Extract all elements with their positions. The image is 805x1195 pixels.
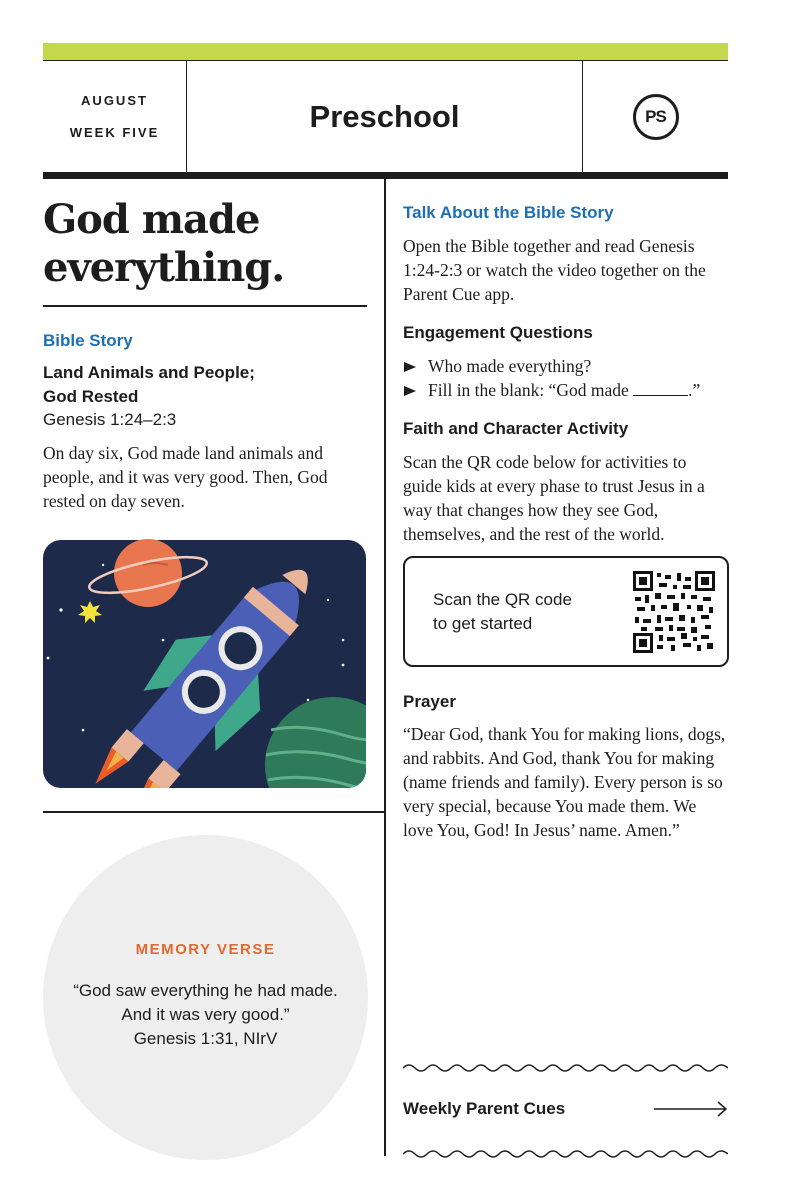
talk-about-text: Open the Bible together and read Genesis 1:24-2:3 or watch the video together on the Parent Cue app. [403, 236, 706, 304]
engagement-question-list [403, 354, 728, 402]
story-title-line1: Land Animals and People; [43, 363, 255, 382]
memory-verse-label: MEMORY VERSE [135, 941, 276, 958]
qr-callout[interactable] [403, 556, 729, 667]
accent-bar [43, 43, 728, 60]
arrow-right-icon[interactable] [654, 1099, 729, 1119]
memory-verse-reference: Genesis 1:31, NIrV [133, 1029, 278, 1048]
faith-activity-heading: Faith and Character Activity [403, 419, 629, 438]
week-label: WEEK FIVE [69, 125, 160, 140]
rocket-illustration [43, 525, 388, 815]
header [43, 60, 728, 172]
story-summary: On day six, God made land animals and people, and it was very good. Then, God rested on day seven. [43, 443, 328, 511]
talk-about-heading: Talk About the Bible Story [403, 203, 614, 222]
memory-verse [63, 979, 348, 1051]
headline-rule [43, 305, 367, 307]
engagement-heading: Engagement Questions [403, 323, 593, 342]
story-title-line2: God Rested [43, 387, 139, 406]
wavy-divider-bottom [403, 1148, 728, 1160]
bible-story-label: Bible Story [43, 331, 133, 350]
logo-block [583, 61, 728, 173]
story-title [43, 361, 363, 409]
memory-verse-text: “God saw everything he had made. And it was very good.” [73, 981, 338, 1024]
page-title: Preschool [309, 99, 460, 134]
story-reference: Genesis 1:24–2:3 [43, 410, 177, 429]
arrow-bullet-icon [404, 386, 416, 396]
prayer-heading: Prayer [403, 692, 456, 711]
list-item [403, 354, 728, 378]
question-text-end: .” [688, 380, 701, 400]
list-item [403, 378, 728, 402]
month-label: AUGUST [81, 93, 148, 108]
fill-in-blank [633, 382, 688, 396]
question-text: Fill in the blank: “God made [428, 380, 634, 400]
qr-code-icon[interactable] [633, 571, 715, 653]
parent-cue-logo [633, 94, 679, 140]
question-text: Who made everything? [428, 356, 592, 376]
date-block [43, 61, 186, 173]
arrow-bullet-icon [404, 362, 416, 372]
faith-activity-text: Scan the QR code below for activities to guide kids at every phase to trust Jesus in a way that changes how they see God, themselves, and the rest of the world. [403, 452, 705, 544]
header-rule [43, 172, 728, 179]
title-block [186, 61, 583, 173]
prayer-text: “Dear God, thank You for making lions, dogs, and rabbits. And God, thank You for making (name friends and family). Every person is so very special, because You made them. We love You, God! In Jesus’ name. Amen.” [403, 724, 726, 840]
qr-instruction-line1: Scan the QR code [433, 590, 572, 609]
weekly-parent-cues-link[interactable]: Weekly Parent Cues [403, 1099, 566, 1118]
headline: God made everything. [43, 196, 285, 291]
illustration-rule [43, 811, 384, 813]
logo-text: PS [645, 107, 666, 126]
wavy-divider-top [403, 1062, 728, 1074]
qr-instruction [433, 588, 603, 636]
qr-instruction-line2: to get started [433, 614, 533, 633]
